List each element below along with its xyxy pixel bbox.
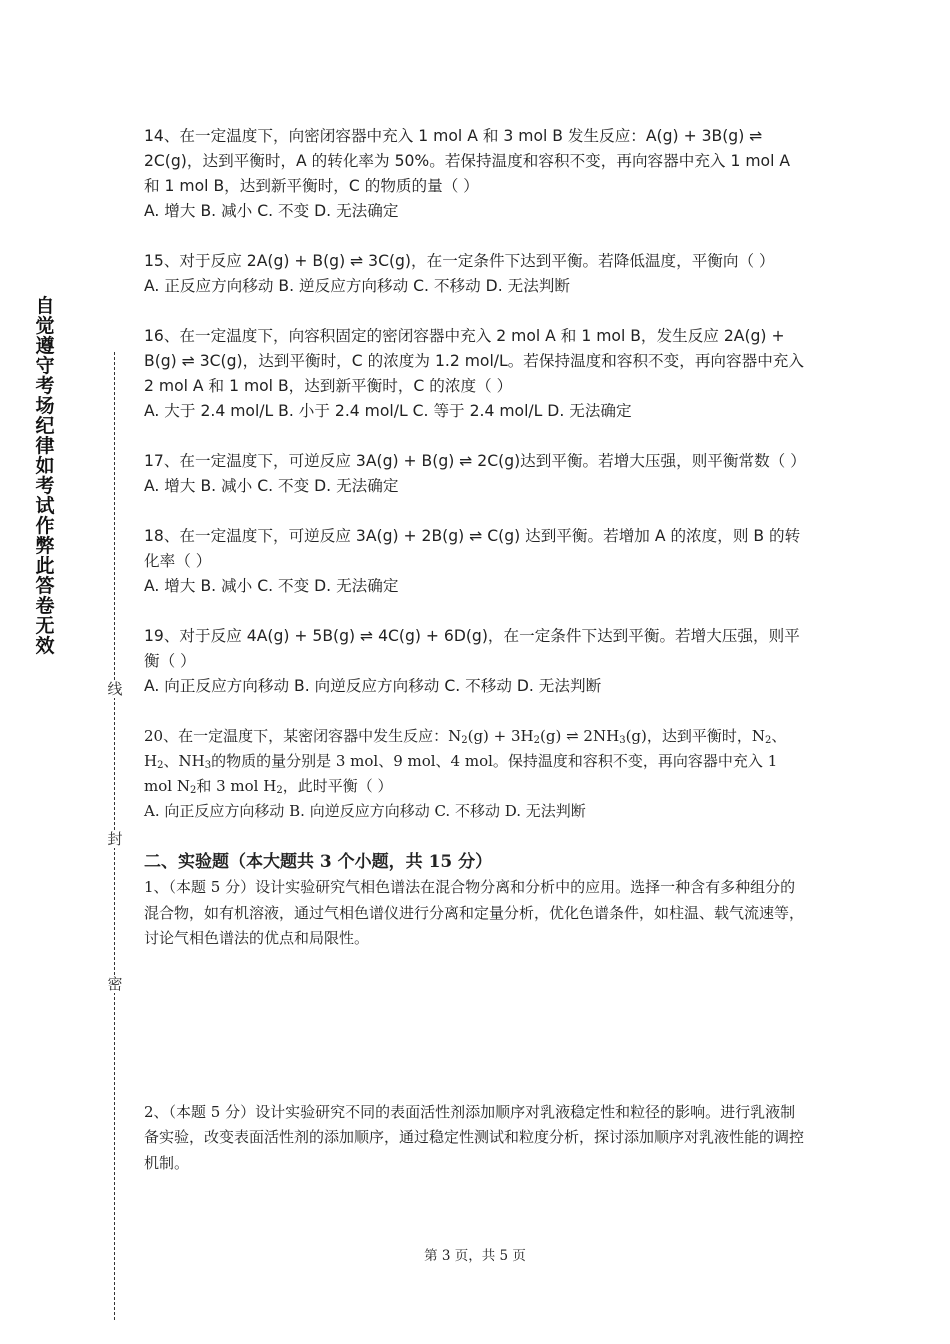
question-options: A. 正反应方向移动 B. 逆反应方向移动 C. 不移动 D. 无法判断 bbox=[144, 277, 570, 295]
stem-part: (g)，达到平衡时，N bbox=[625, 727, 765, 745]
question-stem: 15、对于反应 2A(g) + B(g) ⇌ 3C(g)，在一定条件下达到平衡。若降低温度，平衡向（ ） bbox=[144, 252, 775, 270]
question-stem: 19、对于反应 4A(g) + 5B(g) ⇌ 4C(g) + 6D(g)，在一定条件下达到平衡。若增大压强，则平衡（ ） bbox=[144, 627, 800, 670]
subscript: 2 bbox=[765, 735, 772, 746]
stem-part: ，此时平衡（ ） bbox=[282, 777, 393, 795]
question-stem: 18、在一定温度下，可逆反应 3A(g) + 2B(g) ⇌ C(g) 达到平衡。若增加 A 的浓度，则 B 的转化率（ ） bbox=[144, 527, 801, 570]
subscript: 2 bbox=[189, 785, 197, 796]
cut-mark-mi: 密 bbox=[107, 975, 123, 993]
content-area bbox=[144, 124, 808, 1176]
question-stem: 17、在一定温度下，可逆反应 3A(g) + B(g) ⇌ 2C(g)达到平衡。若增大压强，则平衡常数（ ） bbox=[144, 452, 806, 470]
question-options: A. 向正反应方向移动 B. 向逆反应方向移动 C. 不移动 D. 无法判断 bbox=[144, 802, 586, 820]
question-options: A. 向正反应方向移动 B. 向逆反应方向移动 C. 不移动 D. 无法判断 bbox=[144, 677, 602, 695]
stem-part: 20、在一定温度下，某密闭容器中发生反应：N bbox=[144, 727, 462, 745]
question-options: A. 增大 B. 减小 C. 不变 D. 无法确定 bbox=[144, 202, 399, 220]
page-footer: 第 3 页，共 5 页 bbox=[424, 1248, 526, 1264]
question-15 bbox=[144, 249, 808, 299]
question-stem bbox=[144, 724, 808, 799]
question-20 bbox=[144, 724, 808, 824]
question-options: A. 大于 2.4 mol/L B. 小于 2.4 mol/L C. 等于 2.4 mol/L D. 无法确定 bbox=[144, 402, 632, 420]
section-title: 二、实验题（本大题共 3 个小题，共 15 分） bbox=[144, 852, 493, 872]
experiment-item-2: 2、（本题 5 分）设计实验研究不同的表面活性剂添加顺序对乳液稳定性和粒径的影响。进行乳液制备实验，改变表面活性剂的添加顺序，通过稳定性测试和粒度分析，探讨添加顺序对乳液性能的调控机制。 bbox=[144, 1102, 805, 1172]
stem-part: 、H bbox=[144, 727, 787, 770]
question-16 bbox=[144, 324, 808, 424]
question-stem: 16、在一定温度下，向容积固定的密闭容器中充入 2 mol A 和 1 mol B，发生反应 2A(g) + B(g) ⇌ 3C(g)，达到平衡时，C 的浓度为 1.2 mol/L。若保持温度和容积不变，再向容器中充入 2 mol A 和 1 mol B，达到新平衡时，C 的浓度（ ） bbox=[144, 327, 804, 395]
question-options: A. 增大 B. 减小 C. 不变 D. 无法确定 bbox=[144, 477, 399, 495]
subscript: 3 bbox=[204, 760, 212, 771]
question-options: A. 增大 B. 减小 C. 不变 D. 无法确定 bbox=[144, 577, 399, 595]
question-14 bbox=[144, 124, 808, 224]
subscript: 2 bbox=[276, 785, 283, 796]
question-19 bbox=[144, 624, 808, 699]
subscript: 2 bbox=[533, 735, 541, 746]
side-warning-text: 自觉遵守考场纪律如考试作弊此答卷无效 bbox=[35, 295, 55, 657]
stem-part: 、NH bbox=[163, 752, 205, 770]
cut-mark-feng: 封 bbox=[107, 830, 123, 848]
experiment-item-1: 1、（本题 5 分）设计实验研究气相色谱法在混合物分离和分析中的应用。选择一种含有多种组分的混合物，如有机溶液，通过气相色谱仪进行分离和定量分析，优化色谱条件，如柱温、载气流速等，讨论气相色谱法的优点和局限性。 bbox=[144, 878, 805, 947]
subscript: 2 bbox=[461, 735, 468, 746]
question-18 bbox=[144, 524, 808, 599]
cut-mark-xian: 线 bbox=[107, 680, 123, 698]
stem-part: 的物质的量分别是 3 mol、9 mol、4 mol。保持温度和容积不变，再向容器中充入 1 mol N bbox=[144, 752, 778, 795]
stem-part: (g) + 3H bbox=[467, 727, 534, 745]
subscript: 2 bbox=[157, 760, 164, 771]
stem-part: (g) ⇌ 2NH bbox=[540, 727, 620, 745]
stem-part: 和 3 mol H bbox=[196, 777, 277, 795]
question-17 bbox=[144, 449, 808, 499]
question-stem: 14、在一定温度下，向密闭容器中充入 1 mol A 和 3 mol B 发生反应：A(g) + 3B(g) ⇌ 2C(g)，达到平衡时，A 的转化率为 50%。若保持温度和容积不变，再向容器中充入 1 mol A 和 1 mol B，达到新平衡时，C 的物质的量（ ） bbox=[144, 127, 791, 195]
subscript: 3 bbox=[619, 735, 626, 746]
